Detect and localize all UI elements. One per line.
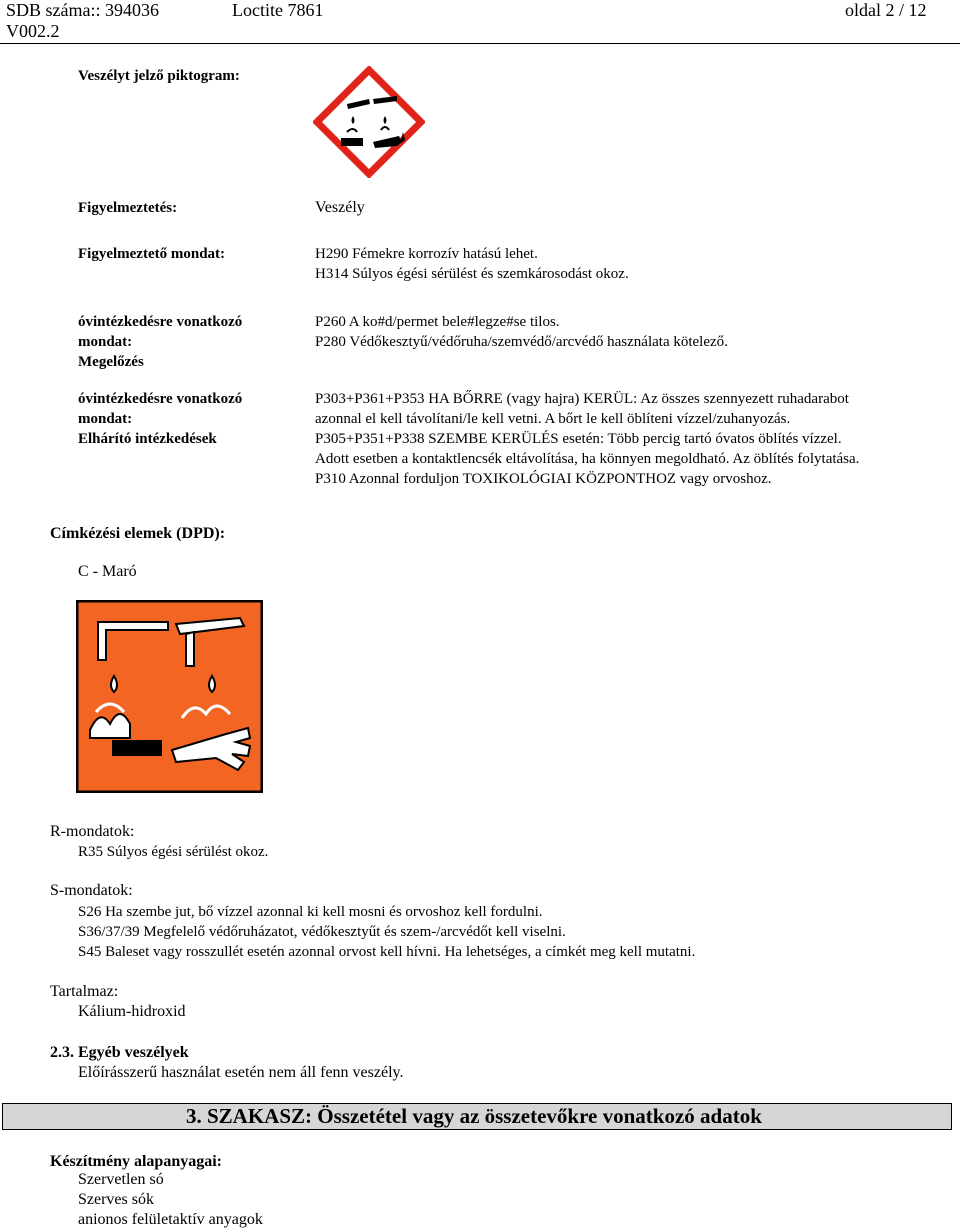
composition-item: Szervetlen só xyxy=(78,1171,164,1188)
response-statement: azonnal el kell távolítani/le kell vetni. A bőrt le kell öblíteni vízzel/zuhanyozás. xyxy=(315,411,791,427)
response-statement: P305+P351+P338 SZEMBE KERÜLÉS esetén: Több percig tartó óvatos öblítés vízzel. xyxy=(315,431,842,447)
signal-word: Veszély xyxy=(315,199,365,216)
header-rule xyxy=(0,43,960,44)
s-phrase: S36/37/39 Megfelelő védőruházatot, védőkesztyűt és szem-/arcvédőt kell viselni. xyxy=(78,924,566,940)
r-phrases xyxy=(78,842,268,862)
other-hazards-text: Előírásszerű használat esetén nem áll fenn veszély. xyxy=(78,1064,404,1081)
hazard-statements xyxy=(315,244,629,284)
composition-item: Szerves sók xyxy=(78,1191,154,1208)
hazard-statement: H290 Fémekre korrozív hatású lehet. xyxy=(315,246,538,262)
hazard-statement-label: Figyelmeztető mondat: xyxy=(78,246,226,262)
r-phrases-title: R-mondatok: xyxy=(50,823,135,840)
response-statements xyxy=(315,389,859,489)
composition-title: Készítmény alapanyagai: xyxy=(50,1153,222,1170)
s-phrases xyxy=(78,902,695,962)
dpd-symbol-label: C - Maró xyxy=(78,563,137,580)
page-number: oldal 2 / 12 xyxy=(845,0,927,20)
response-label-line: mondat: xyxy=(78,411,133,427)
dpd-title: Címkézési elemek (DPD): xyxy=(50,525,226,542)
contains-title: Tartalmaz: xyxy=(50,983,119,1000)
prevention-statements xyxy=(315,312,728,352)
response-label xyxy=(78,389,242,449)
signal-word-label: Figyelmeztetés: xyxy=(78,200,178,216)
response-label-line: óvintézkedésre vonatkozó xyxy=(78,391,243,407)
prevention-statement: P260 A ko#d/permet bele#legze#se tilos. xyxy=(315,314,560,330)
prevention-label xyxy=(78,312,242,372)
dpd-corrosive-c-icon xyxy=(76,600,263,793)
hazard-statement: H314 Súlyos égési sérülést és szemkárosodást okoz. xyxy=(315,266,629,282)
prevention-label-line: mondat: xyxy=(78,334,133,350)
ghs05-corrosion-icon xyxy=(313,66,425,178)
section-3-title: 3. SZAKASZ: Összetétel vagy az összetevőkre vonatkozó adatok xyxy=(186,1104,762,1128)
response-statement: Adott esetben a kontaktlencsék eltávolítása, ha könnyen megoldható. Az öblítés folytatása. xyxy=(315,451,860,467)
s-phrase: S45 Baleset vagy rosszullét esetén azonnal orvost kell hívni. Ha lehetséges, a címkét meg kell mutatni. xyxy=(78,944,696,960)
pictogram-label: Veszélyt jelző piktogram: xyxy=(78,68,240,84)
section-3-bar xyxy=(2,1103,952,1130)
composition-item: anionos felületaktív anyagok xyxy=(78,1211,263,1228)
r-phrase: R35 Súlyos égési sérülést okoz. xyxy=(78,844,269,860)
other-hazards-title: 2.3. Egyéb veszélyek xyxy=(50,1044,189,1061)
version: V002.2 xyxy=(6,21,60,41)
prevention-statement: P280 Védőkesztyű/védőruha/szemvédő/arcvédő használata kötelező. xyxy=(315,334,728,350)
composition-list xyxy=(78,1170,263,1230)
prevention-label-line: Megelőzés xyxy=(78,354,144,370)
response-statement: P303+P361+P353 HA BŐRRE (vagy hajra) KERÜL: Az összes szennyezett ruhadarabot xyxy=(315,391,849,407)
response-statement: P310 Azonnal forduljon TOXIKOLÓGIAI KÖZPONTHOZ vagy orvoshoz. xyxy=(315,471,772,487)
contains-value: Kálium-hidroxid xyxy=(78,1003,186,1020)
prevention-label-line: óvintézkedésre vonatkozó xyxy=(78,314,243,330)
response-label-line: Elhárító intézkedések xyxy=(78,431,217,447)
s-phrase: S26 Ha szembe jut, bő vízzel azonnal ki kell mosni és orvoshoz kell fordulni. xyxy=(78,904,543,920)
sdb-number: SDB száma:: 394036 xyxy=(6,0,159,20)
product-name: Loctite 7861 xyxy=(232,0,324,20)
s-phrases-title: S-mondatok: xyxy=(50,882,133,899)
